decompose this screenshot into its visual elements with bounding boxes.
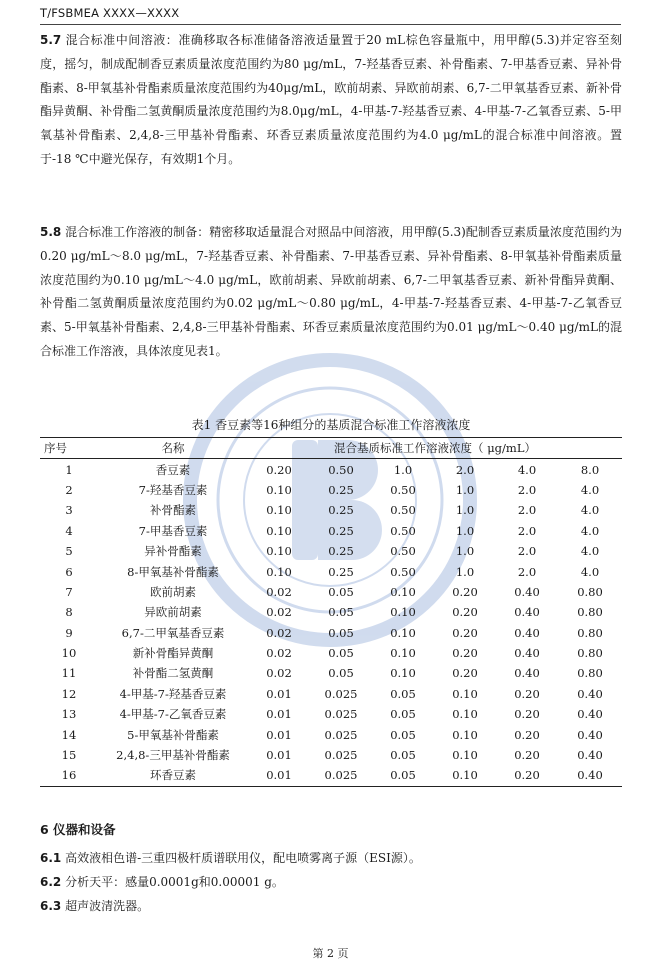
row-seq: 4 <box>65 523 73 538</box>
row-value: 0.25 <box>328 482 354 497</box>
row-name: 7-甲基香豆素 <box>138 523 208 538</box>
row-value: 0.025 <box>324 707 358 722</box>
row-value: 0.05 <box>328 666 354 681</box>
row-name: 4-甲基-7-羟基香豆素 <box>119 686 227 701</box>
row-value: 0.10 <box>452 686 478 701</box>
row-value: 0.01 <box>266 748 292 763</box>
row-value: 0.10 <box>390 584 416 599</box>
row-value: 1.0 <box>455 482 475 497</box>
header-seq: 序号 <box>44 441 67 456</box>
row-value: 0.20 <box>514 748 540 763</box>
row-value: 0.10 <box>452 707 478 722</box>
row-value: 0.025 <box>324 748 358 763</box>
row-seq: 5 <box>65 544 73 559</box>
header-name: 名称 <box>161 441 185 456</box>
clause-text: 混合标准工作溶液的制备：精密移取适量混合对照品中间溶液，用甲醇(5.3)配制香豆素质量浓度范围约为0.20 μg/mL～8.0 μg/mL，7-羟基香豆素、补骨酯素、7-甲基香豆素、异补骨酯素、8-甲氧基补骨酯素质量浓度范围约为0.10 μg/mL～4.0 μg/mL，欧前胡素、异欧前胡素、6,7-二甲氧基香豆素、新补骨酯异黄酮、补骨酯二氢黄酮质量浓度范围约为0.02 μg/mL～0.80 μg/mL，4-甲基-7-羟基香豆素、4-甲基-7-乙氧香豆素、5-甲氧基补骨酯素、2,4,8-三甲基补骨酯素、环香豆素质量浓度范围约为0.01 μg/mL～0.40 μg/mL的混合标准工作溶液，具体浓度见表1。 <box>40 225 622 358</box>
row-value: 0.10 <box>390 666 416 681</box>
row-seq: 9 <box>65 625 73 640</box>
header-rule <box>40 24 621 25</box>
row-value: 0.025 <box>324 768 358 783</box>
table-row <box>40 561 622 581</box>
clause-text: 超声波清洗器。 <box>61 899 150 913</box>
row-value: 8.0 <box>580 462 600 477</box>
row-seq: 10 <box>61 646 77 661</box>
table-body <box>40 459 622 786</box>
row-value: 0.01 <box>266 707 292 722</box>
table-row <box>40 704 622 724</box>
row-value: 4.0 <box>580 482 600 497</box>
table-title: 表1 香豆素等16种组分的基质混合标准工作溶液浓度 <box>191 418 471 432</box>
row-value: 2.0 <box>517 544 537 559</box>
row-value: 0.20 <box>514 686 540 701</box>
row-seq: 2 <box>65 482 73 497</box>
row-value: 0.10 <box>390 605 416 620</box>
row-value: 4.0 <box>580 523 600 538</box>
row-value: 4.0 <box>580 544 600 559</box>
row-value: 0.02 <box>266 666 292 681</box>
table-row <box>40 765 622 786</box>
row-value: 0.40 <box>514 625 540 640</box>
row-value: 2.0 <box>517 482 537 497</box>
row-name: 6,7-二甲氧基香豆素 <box>121 625 225 640</box>
row-value: 1.0 <box>393 462 413 477</box>
table-row <box>40 582 622 602</box>
row-value: 0.05 <box>390 707 416 722</box>
row-value: 0.01 <box>266 727 292 742</box>
row-value: 0.10 <box>266 523 292 538</box>
row-value: 0.10 <box>266 482 292 497</box>
row-value: 0.40 <box>514 605 540 620</box>
row-value: 2.0 <box>517 564 537 579</box>
concentration-table <box>40 437 622 787</box>
row-value: 0.20 <box>452 646 478 661</box>
row-seq: 11 <box>61 666 77 681</box>
item-6-2 <box>40 871 622 893</box>
row-value: 1.0 <box>455 503 475 518</box>
row-seq: 13 <box>61 707 77 722</box>
paragraph-5-7 <box>40 29 622 172</box>
row-name: 香豆素 <box>155 462 191 477</box>
row-value: 0.40 <box>514 584 540 599</box>
row-seq: 7 <box>65 584 73 599</box>
row-value: 0.10 <box>390 646 416 661</box>
table-row <box>40 500 622 520</box>
row-name: 7-羟基香豆素 <box>138 482 208 497</box>
row-value: 0.20 <box>452 584 478 599</box>
row-seq: 1 <box>65 462 73 477</box>
row-value: 0.05 <box>328 584 354 599</box>
row-value: 0.01 <box>266 768 292 783</box>
row-name: 8-甲氧基补骨酯素 <box>127 564 219 579</box>
row-value: 0.50 <box>390 523 416 538</box>
row-name: 异欧前胡素 <box>144 605 202 620</box>
row-value: 0.50 <box>390 564 416 579</box>
row-value: 0.20 <box>452 666 478 681</box>
section-6-heading: 6 仪器和设备 <box>40 822 116 837</box>
row-seq: 3 <box>65 503 73 518</box>
row-value: 0.05 <box>328 646 354 661</box>
row-name: 新补骨酯异黄酮 <box>132 646 214 661</box>
row-value: 0.25 <box>328 523 354 538</box>
row-value: 4.0 <box>580 503 600 518</box>
row-value: 0.10 <box>266 503 292 518</box>
clause-number: 6.1 <box>40 851 62 865</box>
row-value: 0.10 <box>452 768 478 783</box>
clause-number: 6.3 <box>40 899 62 913</box>
row-name: 补骨酯素 <box>150 503 196 518</box>
table-row <box>40 745 622 765</box>
row-value: 4.0 <box>517 462 537 477</box>
row-seq: 16 <box>61 768 77 783</box>
clause-number: 5.7 <box>40 33 62 47</box>
table-row <box>40 663 622 683</box>
row-value: 1.0 <box>455 544 475 559</box>
row-value: 0.10 <box>452 748 478 763</box>
row-name: 欧前胡素 <box>150 584 196 599</box>
row-value: 0.25 <box>328 564 354 579</box>
row-value: 0.40 <box>577 748 603 763</box>
row-value: 0.05 <box>390 686 416 701</box>
row-value: 0.01 <box>266 686 292 701</box>
row-value: 0.40 <box>577 707 603 722</box>
row-seq: 14 <box>61 727 77 742</box>
row-value: 0.20 <box>266 462 292 477</box>
table-row <box>40 480 622 500</box>
row-value: 0.05 <box>390 727 416 742</box>
row-value: 0.02 <box>266 646 292 661</box>
row-value: 0.40 <box>577 727 603 742</box>
page-number: 第 2 页 <box>312 947 349 960</box>
row-value: 0.02 <box>266 625 292 640</box>
row-name: 5-甲氧基补骨酯素 <box>127 727 219 742</box>
row-value: 0.20 <box>452 605 478 620</box>
row-value: 2.0 <box>455 462 475 477</box>
clause-number: 5.8 <box>40 225 62 239</box>
clause-text: 分析天平：感量0.0001g和0.00001 g。 <box>61 875 284 889</box>
row-value: 0.10 <box>266 544 292 559</box>
row-name: 环香豆素 <box>150 768 196 783</box>
row-value: 0.50 <box>390 503 416 518</box>
row-value: 0.05 <box>390 768 416 783</box>
row-value: 0.20 <box>514 707 540 722</box>
clause-text: 混合标准中间溶液：准确移取各标准储备溶液适量置于20 mL棕色容量瓶中，用甲醇(5.3)并定容至刻度，摇匀，制成配制香豆素质量浓度范围约为80 μg/mL，7-羟基香豆素、补骨酯素、7-甲基香豆素、异补骨酯素、8-甲氧基补骨酯素质量浓度范围约为40μg/mL，欧前胡素、异欧前胡素、6,7-二甲氧基香豆素、新补骨酯异黄酮、补骨酯二氢黄酮质量浓度范围约为8.0μg/mL，4-甲基-7-羟基香豆素、4-甲基-7-乙氧香豆素、5-甲氧基补骨酯素、2,4,8-三甲基补骨酯素、环香豆素质量浓度范围约为4.0 μg/mL的混合标准中间溶液。置于-18 ℃中避光保存，有效期1个月。 <box>40 33 622 166</box>
row-name: 补骨酯二氢黄酮 <box>132 666 214 681</box>
row-value: 0.50 <box>328 462 354 477</box>
row-value: 0.025 <box>324 686 358 701</box>
row-value: 0.80 <box>577 625 603 640</box>
row-value: 0.20 <box>452 625 478 640</box>
row-value: 0.05 <box>328 605 354 620</box>
row-seq: 15 <box>61 748 77 763</box>
row-value: 0.40 <box>514 666 540 681</box>
row-value: 1.0 <box>455 523 475 538</box>
row-seq: 8 <box>65 605 73 620</box>
paragraph-5-8 <box>40 221 622 364</box>
row-seq: 12 <box>61 686 77 701</box>
row-seq: 6 <box>65 564 73 579</box>
row-value: 0.80 <box>577 666 603 681</box>
row-value: 0.25 <box>328 503 354 518</box>
row-name: 4-甲基-7-乙氧香豆素 <box>119 707 227 722</box>
table-row <box>40 459 622 480</box>
table-row <box>40 602 622 622</box>
item-6-1 <box>40 847 622 869</box>
document-code: T/FSBMEA XXXX—XXXX <box>40 6 180 20</box>
row-value: 0.80 <box>577 584 603 599</box>
row-value: 0.10 <box>390 625 416 640</box>
table-row <box>40 724 622 744</box>
table-row <box>40 643 622 663</box>
row-value: 0.80 <box>577 646 603 661</box>
clause-number: 6.2 <box>40 875 62 889</box>
row-name: 异补骨酯素 <box>144 544 202 559</box>
table-row <box>40 521 622 541</box>
row-value: 0.50 <box>390 482 416 497</box>
header-concentration: 混合基质标准工作溶液浓度（ μg/mL） <box>334 441 536 456</box>
row-value: 4.0 <box>580 564 600 579</box>
row-value: 1.0 <box>455 564 475 579</box>
table-row <box>40 623 622 643</box>
table-row <box>40 541 622 561</box>
row-value: 0.02 <box>266 605 292 620</box>
table-header-row <box>40 438 622 459</box>
row-name: 2,4,8-三甲基补骨酯素 <box>116 748 230 763</box>
clause-text: 高效液相色谱-三重四极杆质谱联用仪，配电喷雾离子源（ESI源）。 <box>61 851 421 865</box>
row-value: 0.02 <box>266 584 292 599</box>
row-value: 2.0 <box>517 503 537 518</box>
item-6-3 <box>40 895 622 917</box>
row-value: 0.40 <box>577 768 603 783</box>
row-value: 2.0 <box>517 523 537 538</box>
row-value: 0.20 <box>514 727 540 742</box>
row-value: 0.25 <box>328 544 354 559</box>
row-value: 0.10 <box>266 564 292 579</box>
row-value: 0.05 <box>328 625 354 640</box>
row-value: 0.80 <box>577 605 603 620</box>
row-value: 0.40 <box>577 686 603 701</box>
row-value: 0.10 <box>452 727 478 742</box>
table-row <box>40 684 622 704</box>
row-value: 0.025 <box>324 727 358 742</box>
row-value: 0.05 <box>390 748 416 763</box>
row-value: 0.50 <box>390 544 416 559</box>
row-value: 0.20 <box>514 768 540 783</box>
row-value: 0.40 <box>514 646 540 661</box>
